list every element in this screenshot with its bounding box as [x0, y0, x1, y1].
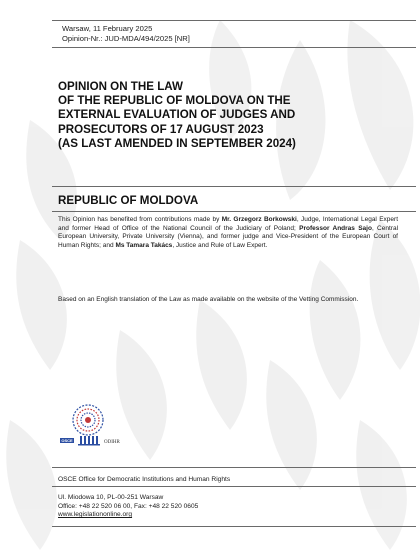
osce-odihr-logo-icon — [58, 398, 158, 450]
footer-organization: OSCE Office for Democratic Institutions and Human Rights — [58, 476, 231, 483]
contributions-paragraph — [58, 216, 398, 250]
document-header — [62, 24, 190, 44]
translation-note: Based on an English translation of the Law as made available on the website of the Vetting Commission. — [58, 296, 359, 303]
top-rule — [52, 20, 416, 21]
logo-osce-text: OSCE — [61, 438, 73, 443]
footer-rule-middle — [52, 486, 416, 487]
footer-address: Ul. Miodowa 10, PL-00-251 Warsaw — [58, 494, 164, 501]
expert-1-desc: , Judge, International Legal Expert and former Head of Office of the National Council of the Judiciary of Poland; — [58, 216, 399, 232]
footer-address-block — [58, 494, 198, 520]
expert-3-desc: , Justice and Rule of Law Expert. — [172, 241, 268, 249]
expert-2-desc: , Central European University, Private University (Vienna), and former judge and Vice-President of the European Court of Human Rights; and — [58, 224, 399, 249]
expert-3-name: Ms Tamara Takács — [115, 241, 173, 249]
title-line-3: EXTERNAL EVALUATION OF JUDGES AND — [58, 108, 296, 122]
contributions-intro: This Opinion has benefited from contributions made by — [58, 216, 222, 223]
expert-1-name: Mr. Grzegorz Borkowski — [221, 216, 297, 223]
country-rule — [52, 211, 416, 212]
header-rule — [52, 47, 416, 48]
footer-website-link[interactable]: www.legislationonline.org — [58, 511, 133, 519]
footer-phone-fax: Office: +48 22 520 06 00, Fax: +48 22 520 0605 — [58, 502, 199, 510]
document-title — [58, 80, 398, 151]
title-line-1: OPINION ON THE LAW — [58, 80, 183, 93]
country-heading: REPUBLIC OF MOLDOVA — [58, 194, 199, 207]
footer-rule-bottom — [52, 526, 416, 527]
title-line-4: PROSECUTORS OF 17 AUGUST 2023 — [58, 122, 264, 136]
logo-graphic — [58, 398, 158, 450]
opinion-number: Opinion-Nr.: JUD-MDA/494/2025 [NR] — [62, 34, 190, 43]
logo-odihr-text: ODIHR — [104, 440, 120, 445]
footer-rule-top — [52, 467, 416, 468]
place-date: Warsaw, 11 February 2025 — [62, 24, 153, 33]
expert-2-name: Professor Andras Sajo — [299, 224, 372, 232]
title-rule — [52, 186, 416, 187]
title-line-2: OF THE REPUBLIC OF MOLDOVA ON THE — [58, 94, 291, 108]
title-line-5: (AS LAST AMENDED IN SEPTEMBER 2024) — [58, 136, 296, 150]
